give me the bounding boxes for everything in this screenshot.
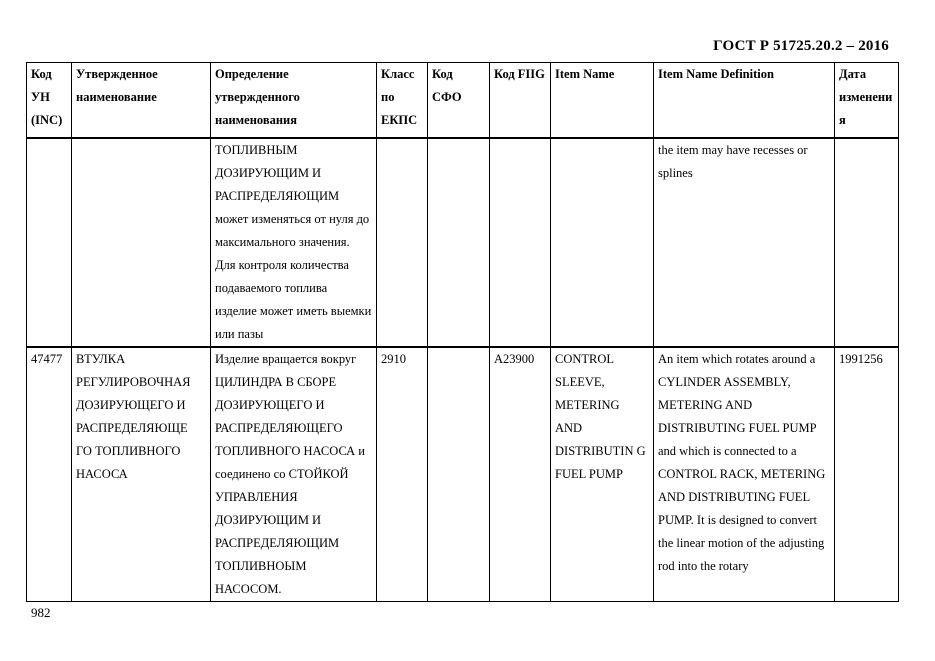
column-header-definition: Определение утвержденного наименования (211, 63, 377, 139)
standard-designation: ГОСТ Р 51725.20.2 – 2016 (713, 38, 889, 54)
table-header-row (27, 63, 899, 139)
cell-sfo (428, 138, 490, 347)
cell-date: 1991256 (835, 347, 899, 602)
cell-item-definition: An item which rotates around a CYLINDER ASSEMBLY, METERING AND DISTRIBUTING FUEL PUMP and which is connected to a CONTROL RACK, METERING AND DISTRIBUTING FUEL PUMP. It is designed to convert the linear motion of the adjusting rod into the rotary (654, 347, 835, 602)
table-row (27, 347, 899, 602)
cell-class: 2910 (377, 347, 428, 602)
cell-item-name (551, 138, 654, 347)
cell-approved-name (72, 138, 211, 347)
column-header-fiig: Код FIIG (490, 63, 551, 139)
cell-definition: Изделие вращается вокруг ЦИЛИНДРА В СБОРЕ ДОЗИРУЮЩЕГО И РАСПРЕДЕЛЯЮЩЕГО ТОПЛИВНОГО НАСОСА и соединено со СТОЙКОЙ УПРАВЛЕНИЯ ДОЗИРУЮЩИМ И РАСПРЕДЕЛЯЮЩИМ ТОПЛИВНОЫМ НАСОСОМ. (211, 347, 377, 602)
cell-class (377, 138, 428, 347)
column-header-item-definition: Item Name Definition (654, 63, 835, 139)
cell-item-definition: the item may have recesses or splines (654, 138, 835, 347)
cell-item-name: CONTROL SLEEVE, METERING AND DISTRIBUTIN G FUEL PUMP (551, 347, 654, 602)
catalog-table (26, 62, 899, 602)
cell-definition: ТОПЛИВНЫМ ДОЗИРУЮЩИМ И РАСПРЕДЕЛЯЮЩИМ может изменяться от нуля до максимального значения. Для контроля количества подаваемого топлива изделие может иметь выемки или пазы (211, 138, 377, 347)
cell-approved-name: ВТУЛКА РЕГУЛИРОВОЧНАЯ ДОЗИРУЮЩЕГО И РАСПРЕДЕЛЯЮЩЕ ГО ТОПЛИВНОГО НАСОСА (72, 347, 211, 602)
page-number: 982 (31, 605, 51, 620)
cell-date (835, 138, 899, 347)
column-header-sfo: Код СФО (428, 63, 490, 139)
table-row (27, 138, 899, 347)
cell-sfo (428, 347, 490, 602)
cell-fiig: A23900 (490, 347, 551, 602)
column-header-inc: Код УН (INC) (27, 63, 72, 139)
column-header-item-name: Item Name (551, 63, 654, 139)
column-header-approved-name: Утвержденное наименование (72, 63, 211, 139)
cell-fiig (490, 138, 551, 347)
cell-inc: 47477 (27, 347, 72, 602)
cell-inc (27, 138, 72, 347)
column-header-class: Класс по ЕКПС (377, 63, 428, 139)
column-header-date: Дата изменения (835, 63, 899, 139)
